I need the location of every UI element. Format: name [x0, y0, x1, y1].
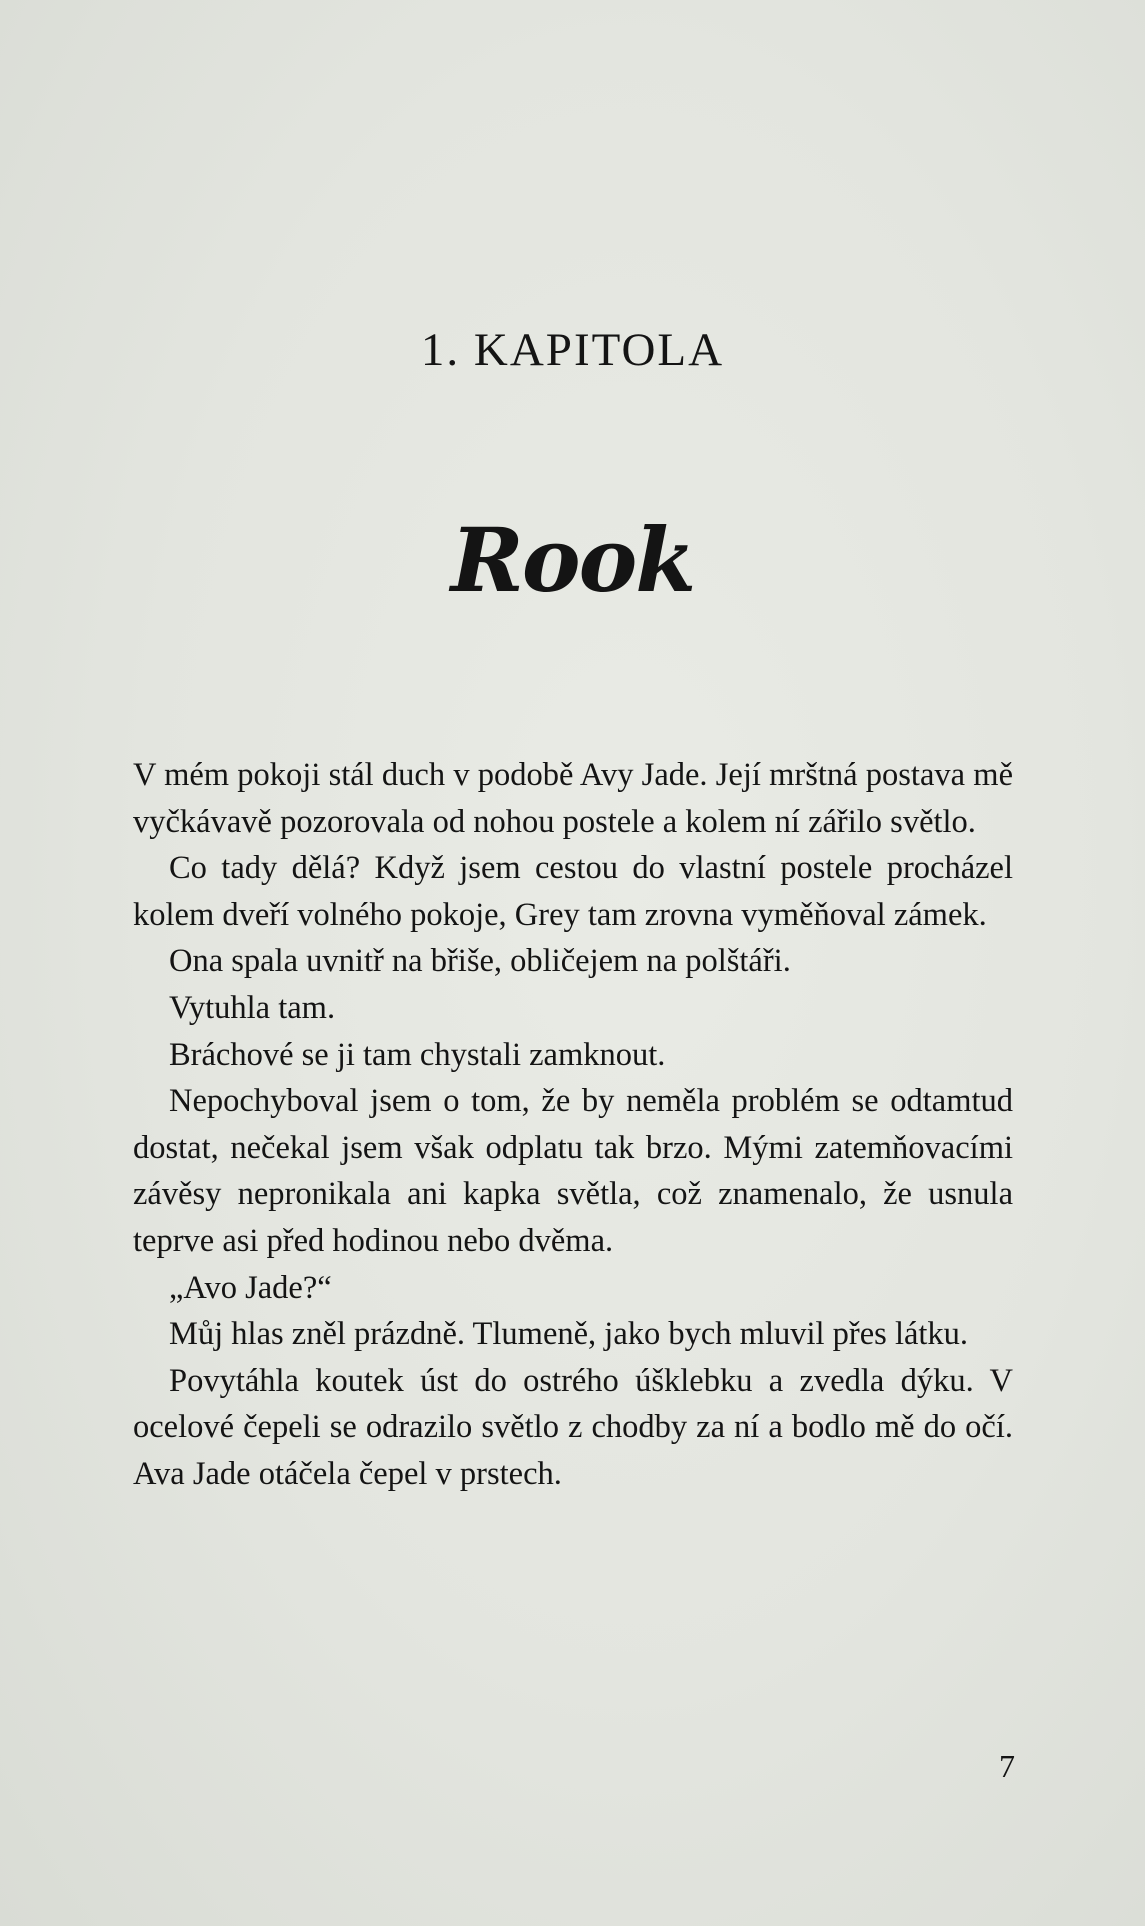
- chapter-body: [133, 752, 1013, 1498]
- chapter-name: Rook: [450, 508, 695, 612]
- paragraph: Ona spala uvnitř na břiše, obličejem na polštáři.: [169, 943, 791, 980]
- chapter-heading: 1. KAPITOLA: [420, 324, 725, 376]
- paragraph: Povytáhla koutek úst do ostrého úšklebku a zvedla dýku. V ocelové čepeli se odrazilo světlo z chodby za ní a bodlo mě do očí. Ava Jade otáčela čepel v prstech.: [133, 1362, 1013, 1492]
- paragraph: Nepochyboval jsem o tom, že by neměla problém se odtamtud dostat, nečekal jsem však odplatu tak brzo. Mými zatemňovacími závěsy nepronikala ani kapka světla, což znamenalo, že usnula teprve asi před hodinou nebo dvěma.: [133, 1083, 1013, 1259]
- paragraph: Vytuhla tam.: [169, 989, 336, 1026]
- paragraph: Můj hlas zněl prázdně. Tlumeně, jako bych mluvil přes látku.: [169, 1316, 969, 1353]
- page-number: 7: [999, 1748, 1015, 1784]
- paragraph: Co tady dělá? Když jsem cestou do vlastní postele procházel kolem dveří volného pokoje, Grey tam zrovna vyměňoval zámek.: [133, 850, 1013, 933]
- paragraph: „Avo Jade?“: [169, 1269, 332, 1306]
- paragraph: Bráchové se ji tam chystali zamknout.: [169, 1036, 666, 1073]
- paragraph: V mém pokoji stál duch v podobě Avy Jade. Její mrštná postava mě vyčkávavě pozorovala od nohou postele a kolem ní zářilo světlo.: [133, 757, 1013, 840]
